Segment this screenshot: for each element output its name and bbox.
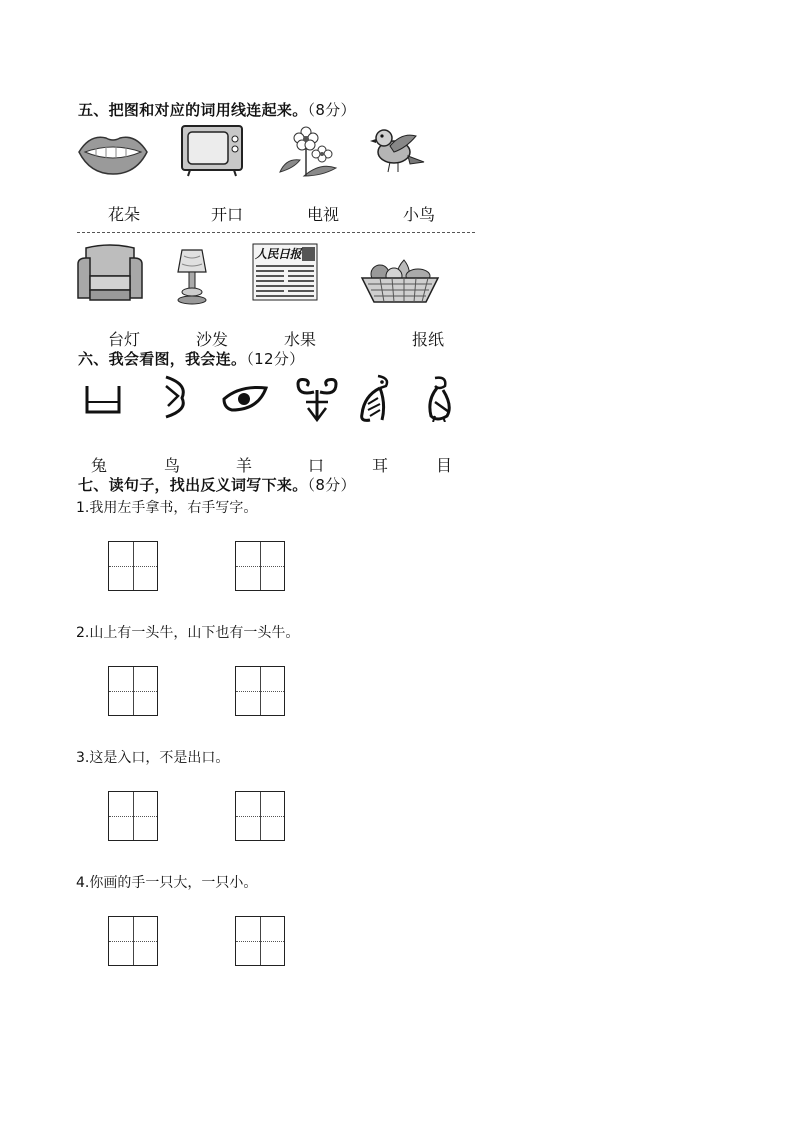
- answer-box-2b[interactable]: [235, 666, 285, 716]
- answer-box-3a[interactable]: [108, 791, 158, 841]
- char-rabbit: 兔: [91, 456, 108, 475]
- char-eye: 目: [436, 456, 453, 475]
- sentence-2: 2.山上有一头牛，山下也有一头牛。: [76, 625, 300, 641]
- word-flower: 花朵: [108, 205, 141, 224]
- section7-title: 七、读句子，找出反义词写下来。: [78, 476, 308, 494]
- pictograph-mouth: [84, 380, 122, 416]
- fruit-basket-picture: [360, 256, 440, 306]
- answer-box-4a[interactable]: [108, 916, 158, 966]
- section5-heading: [78, 99, 356, 120]
- section7-heading: [78, 474, 356, 495]
- answer-box-1a[interactable]: [108, 541, 158, 591]
- sofa-picture: [76, 242, 144, 306]
- char-bird: 鸟: [164, 456, 181, 475]
- word-open-mouth: 开口: [211, 205, 244, 224]
- newspaper-masthead: 人民日报: [255, 247, 302, 261]
- pictograph-ear: [160, 374, 190, 420]
- char-ear: 耳: [372, 456, 389, 475]
- section5-score: （8分）: [307, 101, 356, 119]
- word-bird: 小鸟: [403, 205, 436, 224]
- sentence-3: 3.这是入口，不是出口。: [76, 750, 230, 766]
- answer-box-4b[interactable]: [235, 916, 285, 966]
- answer-box-1b[interactable]: [235, 541, 285, 591]
- char-sheep: 羊: [236, 456, 253, 475]
- word-tv: 电视: [307, 205, 340, 224]
- word-fruit: 水果: [284, 330, 317, 349]
- char-mouth: 口: [308, 456, 325, 475]
- word-table-lamp: 台灯: [108, 330, 141, 349]
- section6-score: （12分）: [246, 350, 305, 368]
- section5-title: 五、把图和对应的词用线连起来。: [78, 101, 308, 119]
- sentence-1: 1.我用左手拿书，右手写字。: [76, 500, 258, 516]
- section5-divider: [77, 232, 475, 233]
- table-lamp-picture: [174, 246, 210, 306]
- flower-picture: [276, 122, 342, 178]
- pictograph-rabbit: [356, 374, 396, 424]
- section7-score: （8分）: [307, 476, 356, 494]
- pictograph-eye: [222, 384, 268, 414]
- sentence-4: 4.你画的手一只大，一只小。: [76, 875, 258, 891]
- answer-box-3b[interactable]: [235, 791, 285, 841]
- lips-picture: [76, 128, 150, 178]
- section6-heading: [78, 348, 304, 369]
- word-sofa: 沙发: [196, 330, 229, 349]
- tv-picture: [180, 124, 244, 178]
- section6-title: 六、我会看图，我会连。: [78, 350, 247, 368]
- pictograph-bird: [425, 376, 455, 422]
- bird-picture: [368, 124, 426, 176]
- word-newspaper: 报纸: [412, 330, 445, 349]
- pictograph-sheep: [294, 376, 340, 422]
- newspaper-picture: [252, 243, 318, 301]
- answer-box-2a[interactable]: [108, 666, 158, 716]
